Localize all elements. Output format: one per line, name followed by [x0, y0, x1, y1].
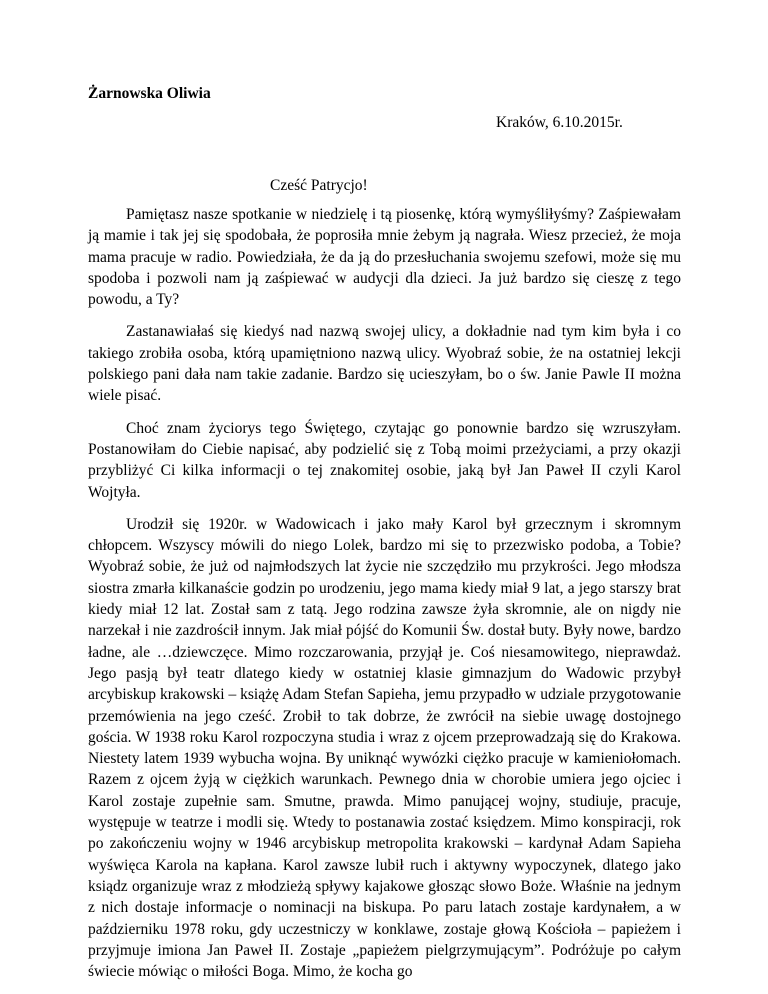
letter-body	[88, 204, 681, 993]
paragraph-2: Zastanawiałaś się kiedyś nad nazwą swojej ulicy, a dokładnie nad tym kim była i co takiego zrobiła osoba, którą upamiętniono nazwą ulicy. Wyobraź sobie, że na ostatniej lekcji polskiego pani dała nam takie zadanie. Bardzo się ucieszyłam, bo o św. Janie Pawle II można wiele pisać.	[88, 323, 681, 405]
place-and-date: Kraków, 6.10.2015r.	[496, 114, 623, 131]
author-name: Żarnowska Oliwia	[88, 85, 211, 102]
paragraph-3: Choć znam życiorys tego Świętego, czytając go ponownie bardzo się wzruszyłam. Postanowiłam do Ciebie napisać, aby podzielić się z Tobą moimi przeżyciami, a przy okazji przybliżyć Ci kilka informacji o tej znakomitej osobie, jaką był Jan Paweł II czyli Karol Wojtyła.	[88, 419, 681, 501]
paragraph-1: Pamiętasz nasze spotkanie w niedzielę i tą piosenkę, którą wymyśliłyśmy? Zaśpiewałam ją mamie i tak jej się spodobała, że poprosiła mnie żebym ją nagrała. Wiesz przecież, że moja mama pracuje w radio. Powiedziała, że da ją do przesłuchania swojemu szefowi, może się mu spodoba i pozwoli nam ją zaśpiewać w audycji dla dzieci. Ja już bardzo się cieszę z tego powodu, a Ty?	[88, 206, 681, 309]
greeting: Cześć Patrycjo!	[270, 177, 368, 194]
paragraph-4: Urodził się 1920r. w Wadowicach i jako mały Karol był grzecznym i skromnym chłopcem. Wszyscy mówili do niego Lolek, bardzo mi się to przezwisko podoba, a Tobie? Wyobraź sobie, że już od najmłodszych lat życie nie szczędziło mu przykrości. Jego młodsza siostra zmarła kilkanaście godzin po urodzeniu, jego mama kiedy miał 9 lat, a jego starszy brat kiedy miał 12 lat. Został sam z tatą. Jego rodzina zawsze żyła skromnie, ale on nigdy nie narzekał i nie zazdrościł innym. Jak miał pójść do Komunii Św. dostał buty. Były nowe, bardzo ładne, ale …dziewczęce. Mimo rozczarowania, przyjął je. Coś niesamowitego, nieprawdaż. Jego pasją był teatr dlatego kiedy w ostatniej klasie gimnazjum do Wadowic przybył arcybiskup krakowski – książę Adam Stefan Sapieha, jemu przypadło w udziale przygotowanie przemówienia na jego cześć. Zrobił to tak dobrze, że zwrócił na siebie uwagę dostojnego gościa. W 1938 roku Karol rozpoczyna studia i wraz z ojcem przeprowadzają się do Krakowa. Niestety latem 1939 wybucha wojna. By uniknąć wywózki ciężko pracuje w kamieniołomach. Razem z ojcem żyją w ciężkich warunkach. Pewnego dnia w chorobie umiera jego ojciec i Karol zostaje zupełnie sam. Smutne, prawda. Mimo panującej wojny, studiuje, pracuje, występuje w teatrze i modli się. Wtedy to postanawia zostać księdzem. Mimo konspiracji, rok po zakończeniu wojny w 1946 arcybiskup metropolita krakowski – kardynał Adam Sapieha wyświęca Karola na kapłana. Karol zawsze lubił ruch i aktywny wypoczynek, dlatego jako ksiądz organizuje wraz z młodzieżą spływy kajakowe głosząc słowo Boże. Właśnie na jednym z nich dostaje informacje o nominacji na biskupa. Po paru latach zostaje kardynałem, a w październiku 1978 roku, gdy uczestniczy w konklawe, zostaje głową Kościoła – papieżem i przyjmuje imiona Jan Paweł II. Zostaje „papieżem pielgrzymującym”. Podróżuje po całym świecie mówiąc o miłości Boga. Mimo, że kocha go	[88, 515, 681, 981]
